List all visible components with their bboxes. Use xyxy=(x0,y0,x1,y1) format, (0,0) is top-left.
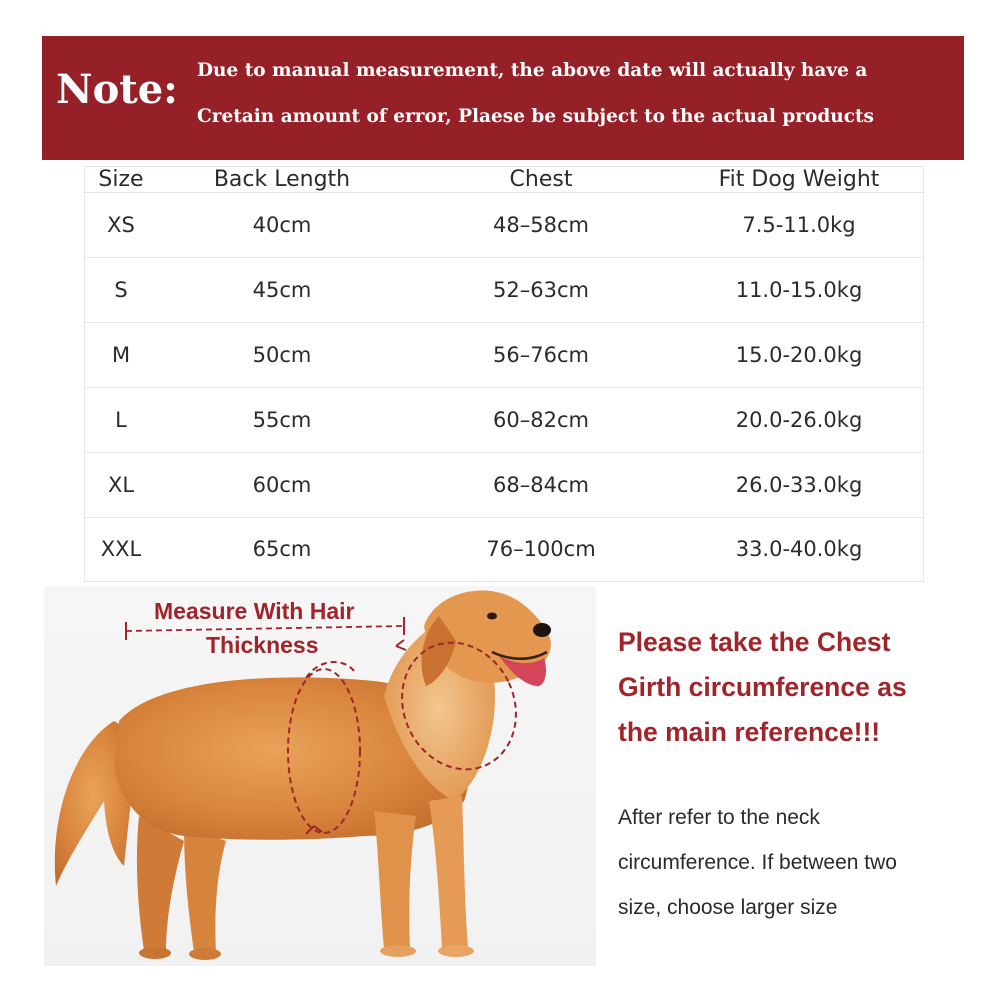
cell-chest: 60–82cm xyxy=(407,387,675,452)
size-chart-table xyxy=(84,166,924,582)
cell-size: XXL xyxy=(100,537,142,562)
cell-weight: 26.0-33.0kg xyxy=(675,452,923,517)
cell-size: S xyxy=(85,257,157,322)
header-back-length: Back Length xyxy=(157,167,407,193)
cell-back-length: 55cm xyxy=(157,387,407,452)
note-label: Note: xyxy=(56,66,178,113)
cell-size: L xyxy=(85,387,157,452)
table-row xyxy=(85,452,923,517)
cell-back-length: 50cm xyxy=(157,322,407,387)
table-row xyxy=(85,257,923,322)
table-row xyxy=(85,387,923,452)
measure-label-line-2: Thickness xyxy=(206,632,319,658)
dog-measurement-illustration xyxy=(44,586,596,966)
dog-image xyxy=(44,586,596,966)
cell-size: XL xyxy=(85,452,157,517)
cell-chest: 56–76cm xyxy=(407,322,675,387)
measure-label-line-1: Measure With Hair xyxy=(154,598,355,624)
cell-chest: 68–84cm xyxy=(407,452,675,517)
reference-note-line: After refer to the neck xyxy=(618,806,820,829)
reference-heading-line: Please take the Chest xyxy=(618,627,891,657)
cell-chest: 48–58cm xyxy=(407,193,675,258)
reference-heading xyxy=(618,620,988,755)
cell-size: XS xyxy=(85,193,157,258)
note-banner xyxy=(42,36,964,160)
table-row xyxy=(85,322,923,387)
table-row xyxy=(85,193,923,258)
cell-weight: 11.0-15.0kg xyxy=(675,257,923,322)
header-size: Size xyxy=(85,167,157,193)
cell-weight: 20.0-26.0kg xyxy=(675,387,923,452)
table-row xyxy=(85,517,923,581)
reference-note xyxy=(618,795,988,930)
header-fit-dog-weight: Fit Dog Weight xyxy=(675,167,923,193)
cell-back-length: 45cm xyxy=(157,257,407,322)
cell-back-length: 60cm xyxy=(157,452,407,517)
reference-heading-line: the main reference!!! xyxy=(618,717,881,747)
cell-size: M xyxy=(85,322,157,387)
cell-back-length: 65cm xyxy=(252,537,312,562)
table-header-row xyxy=(85,167,923,193)
note-text-line-1: Due to manual measurement, the above date will actually have a xyxy=(197,60,868,81)
header-chest: Chest xyxy=(407,167,675,193)
cell-weight: 15.0-20.0kg xyxy=(675,322,923,387)
cell-weight: 7.5-11.0kg xyxy=(675,193,923,258)
cell-weight: 33.0-40.0kg xyxy=(735,537,863,562)
cell-chest: 52–63cm xyxy=(407,257,675,322)
reference-note-line: circumference. If between two xyxy=(618,851,897,874)
note-text-line-2: Cretain amount of error, Plaese be subject to the actual products xyxy=(197,106,874,127)
reference-heading-line: Girth circumference as xyxy=(618,672,907,702)
cell-back-length: 40cm xyxy=(157,193,407,258)
reference-note-line: size, choose larger size xyxy=(618,896,838,919)
cell-chest: 76–100cm xyxy=(486,537,596,562)
